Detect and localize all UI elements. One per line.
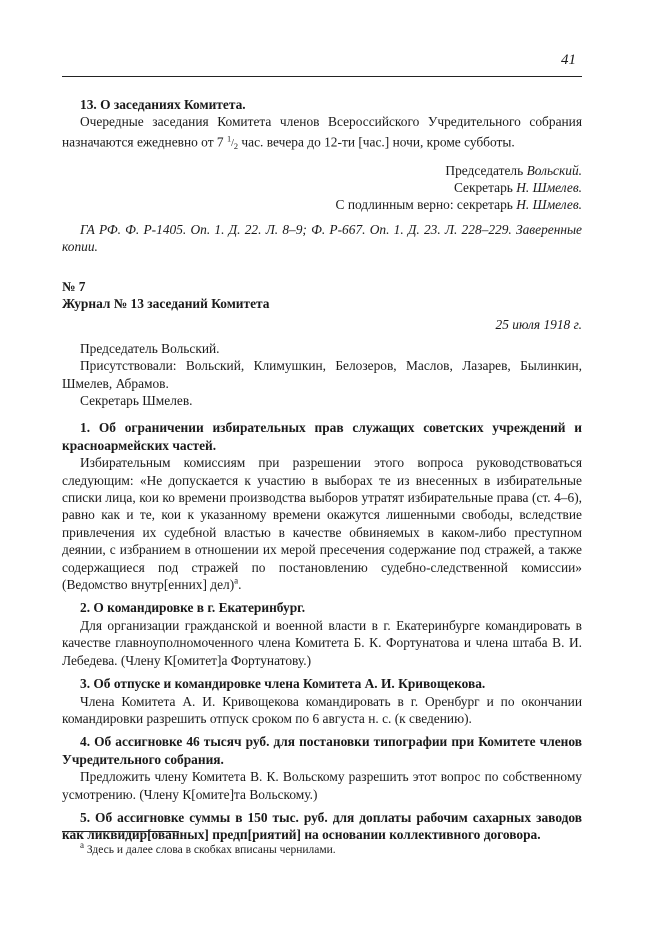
page-number: 41 <box>561 52 576 68</box>
signature-certified <box>62 196 582 213</box>
attendees: Присутствовали: Вольский, Климушкин, Белозеров, Маслов, Лазарев, Былинкин, Шмелев, Абрамов. <box>62 358 582 391</box>
item-4-heading: 4. Об ассигновке 46 тысяч руб. для постановки типографии при Комитете членов Учредительного собрания. <box>62 734 582 767</box>
item-2-text: Для организации гражданской и военной власти в г. Екатеринбурге командировать в качестве главноуполномоченного члена Комитета Б. К. Фортунатова и члена штаба В. И. Лебедева. (Члену К[омитет]а Фортунатову.) <box>62 617 582 668</box>
signature-chair <box>62 162 582 179</box>
signature-certified-label: С подлинным верно: секретарь <box>335 197 517 213</box>
item-3-heading: 3. Об отпуске и командировке члена Комитета А. И. Кривощекова. <box>80 676 486 692</box>
document-title: Журнал № 13 заседаний Комитета <box>62 295 270 311</box>
section-13-text-start: Очередные заседания Комитета членов Всероссийского Учредительного собрания назначаются ежедневно от 7 <box>62 114 582 150</box>
signature-chair-label: Председатель <box>445 162 527 178</box>
signature-chair-name: Вольский. <box>526 162 582 178</box>
document-date: 25 июля 1918 г. <box>495 317 582 333</box>
footnote-ref: а <box>234 575 239 586</box>
chair-line: Председатель Вольский. <box>80 340 220 356</box>
secretary-line: Секретарь Шмелев. <box>80 393 193 409</box>
item-1-text <box>62 454 582 593</box>
section-13-text-end: час. вечера до 12-ти [час.] ночи, кроме субботы. <box>238 134 515 150</box>
signature-secretary-label: Секретарь <box>453 179 517 195</box>
signature-secretary <box>62 179 582 196</box>
fraction: $^1/_2$ <box>226 134 239 152</box>
archive-source: ГА РФ. Ф. Р-1405. Оп. 1. Д. 22. Л. 8–9; Ф. Р-667. Оп. 1. Д. 23. Л. 228–229. Заверенные копии. <box>62 221 582 255</box>
signature-certified-name: Н. Шмелев. <box>516 197 582 213</box>
fraction-numerator: 1 <box>226 134 232 144</box>
footnote <box>80 840 336 857</box>
footnote-text: Здесь и далее слова в скобках вписаны чернилами. <box>84 844 336 856</box>
footnote-mark: а <box>80 840 84 851</box>
item-4-text: Предложить члену Комитета В. К. Вольскому разрешить этот вопрос по собственному усмотрению. (Члену К[омите]та Вольскому.) <box>62 769 582 802</box>
section-13-heading: 13. О заседаниях Комитета. <box>80 97 246 112</box>
item-2-heading: 2. О командировке в г. Екатеринбург. <box>80 600 306 616</box>
item-1-end: . <box>238 577 242 593</box>
header-rule <box>62 76 582 77</box>
item-3-text: Члена Комитета А. И. Кривощекова командировать в г. Оренбург и по окончании командировки разрешить отпуск сроком по 6 августа н. с. (к сведению). <box>62 693 582 726</box>
section-13-text <box>62 113 582 155</box>
fraction-denominator: 2 <box>233 142 239 152</box>
item-1-heading: 1. Об ограничении избирательных прав служащих советских учреждений и красноармейских частей. <box>62 420 582 453</box>
document-number: № 7 <box>62 278 86 294</box>
page-body <box>62 96 582 844</box>
signature-secretary-name: Н. Шмелев. <box>516 179 582 195</box>
item-5-heading: 5. Об ассигновке суммы в 150 тыс. руб. для доплаты рабочим сахарных заводов как ликвидир[ованных] предп[риятий] на основании коллективного договора. <box>62 809 582 843</box>
footnote-rule <box>62 831 179 832</box>
item-1-body: Избирательным комиссиям при разрешении этого вопроса руководствоваться следующим: «Не допускается к участию в выборах те из внесенных в избирательные списки лица, кои ко времени производства выборов утратят избирательные права (ст. 4–6), равно как и те, кои к указанному времени окажутся лишенными свободы, вследствие привлечения их судебной властью в качестве обвиняемых в каком-либо преступном деянии, с избранием в отношении их мерой пресечения содержание под стражей, а также содержащиеся под стражей по постановлению судебно-следственной комиссии» (Ведомство внутр[енних] дел) <box>62 455 582 593</box>
